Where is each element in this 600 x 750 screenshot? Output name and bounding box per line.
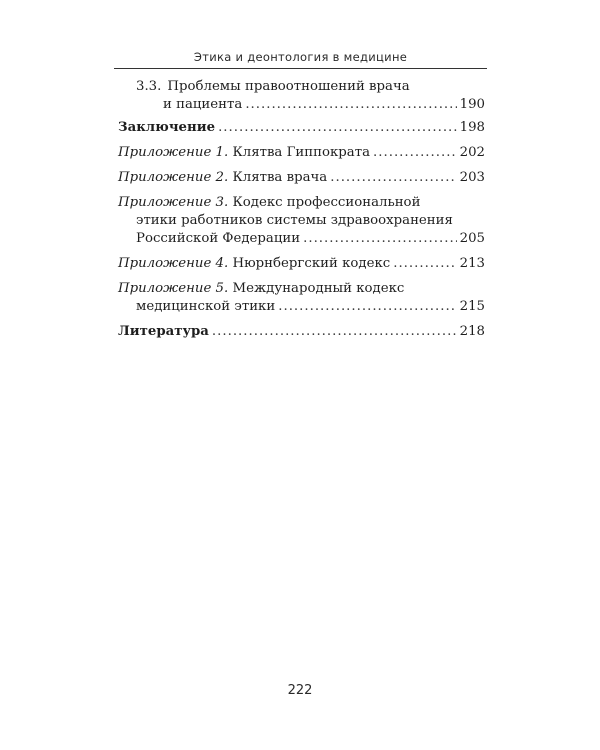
toc-entry-line bbox=[118, 298, 485, 316]
appendix-label: Приложение 5. bbox=[118, 281, 229, 296]
toc-entry-line bbox=[118, 144, 485, 162]
entry-title: Заключение bbox=[118, 120, 216, 135]
entry-title: Литература bbox=[118, 324, 209, 339]
page-ref: 213 bbox=[459, 256, 485, 271]
page-ref: 215 bbox=[459, 299, 485, 314]
entry-title: Международный кодекс bbox=[232, 281, 405, 296]
entry-title: Клятва врача bbox=[232, 170, 328, 185]
section-number: 3.3. bbox=[136, 79, 162, 94]
appendix-label: Приложение 3. bbox=[118, 195, 229, 210]
toc-entry-appendix-2[interactable] bbox=[118, 169, 485, 187]
toc-entry-line bbox=[118, 280, 485, 298]
dot-leader bbox=[212, 323, 457, 341]
running-title: Этика и деонтология в медицине bbox=[193, 50, 408, 64]
page-ref: 190 bbox=[459, 97, 485, 112]
toc-entry-appendix-1[interactable] bbox=[118, 144, 485, 162]
toc-entry-line bbox=[118, 230, 485, 248]
table-of-contents bbox=[118, 78, 485, 348]
toc-entry-line bbox=[118, 212, 485, 230]
toc-entry-conclusion[interactable] bbox=[118, 119, 485, 137]
entry-title-continued: Российской Федерации bbox=[136, 231, 301, 246]
toc-entry-line bbox=[118, 78, 485, 96]
page-ref: 202 bbox=[459, 145, 485, 160]
entry-title: Кодекс профессиональной bbox=[232, 195, 421, 210]
toc-entry-appendix-4[interactable] bbox=[118, 255, 485, 273]
header-rule bbox=[114, 68, 487, 69]
entry-title-continued: медицинской этики bbox=[136, 299, 276, 314]
page-ref: 218 bbox=[459, 324, 485, 339]
entry-title-continued: и пациента bbox=[163, 97, 243, 112]
dot-leader bbox=[373, 144, 457, 162]
entry-title: Нюрнбергский кодекс bbox=[232, 256, 391, 271]
page-ref: 205 bbox=[459, 231, 485, 246]
appendix-label: Приложение 1. bbox=[118, 145, 229, 160]
toc-entry-line bbox=[118, 169, 485, 187]
entry-title: Проблемы правоотношений врача bbox=[167, 79, 410, 94]
dot-leader bbox=[330, 169, 456, 187]
toc-entry-appendix-5[interactable] bbox=[118, 280, 485, 316]
appendix-label: Приложение 2. bbox=[118, 170, 229, 185]
toc-entry-line bbox=[118, 119, 485, 137]
page-number: 222 bbox=[287, 683, 313, 698]
toc-entry-line bbox=[118, 96, 485, 114]
entry-title: Клятва Гиппократа bbox=[232, 145, 371, 160]
dot-leader bbox=[303, 230, 457, 248]
appendix-label: Приложение 4. bbox=[118, 256, 229, 271]
entry-title-continued: этики работников системы здравоохранения bbox=[136, 213, 453, 228]
toc-entry-appendix-3[interactable] bbox=[118, 194, 485, 248]
toc-entry-line bbox=[118, 255, 485, 273]
page-ref: 203 bbox=[459, 170, 485, 185]
page-ref: 198 bbox=[459, 120, 485, 135]
toc-entry-3-3[interactable] bbox=[118, 78, 485, 114]
dot-leader bbox=[218, 119, 457, 137]
dot-leader bbox=[393, 255, 456, 273]
toc-entry-line bbox=[118, 194, 485, 212]
dot-leader bbox=[278, 298, 456, 316]
toc-entry-line bbox=[118, 323, 485, 341]
dot-leader bbox=[245, 96, 456, 114]
toc-entry-literature[interactable] bbox=[118, 323, 485, 341]
